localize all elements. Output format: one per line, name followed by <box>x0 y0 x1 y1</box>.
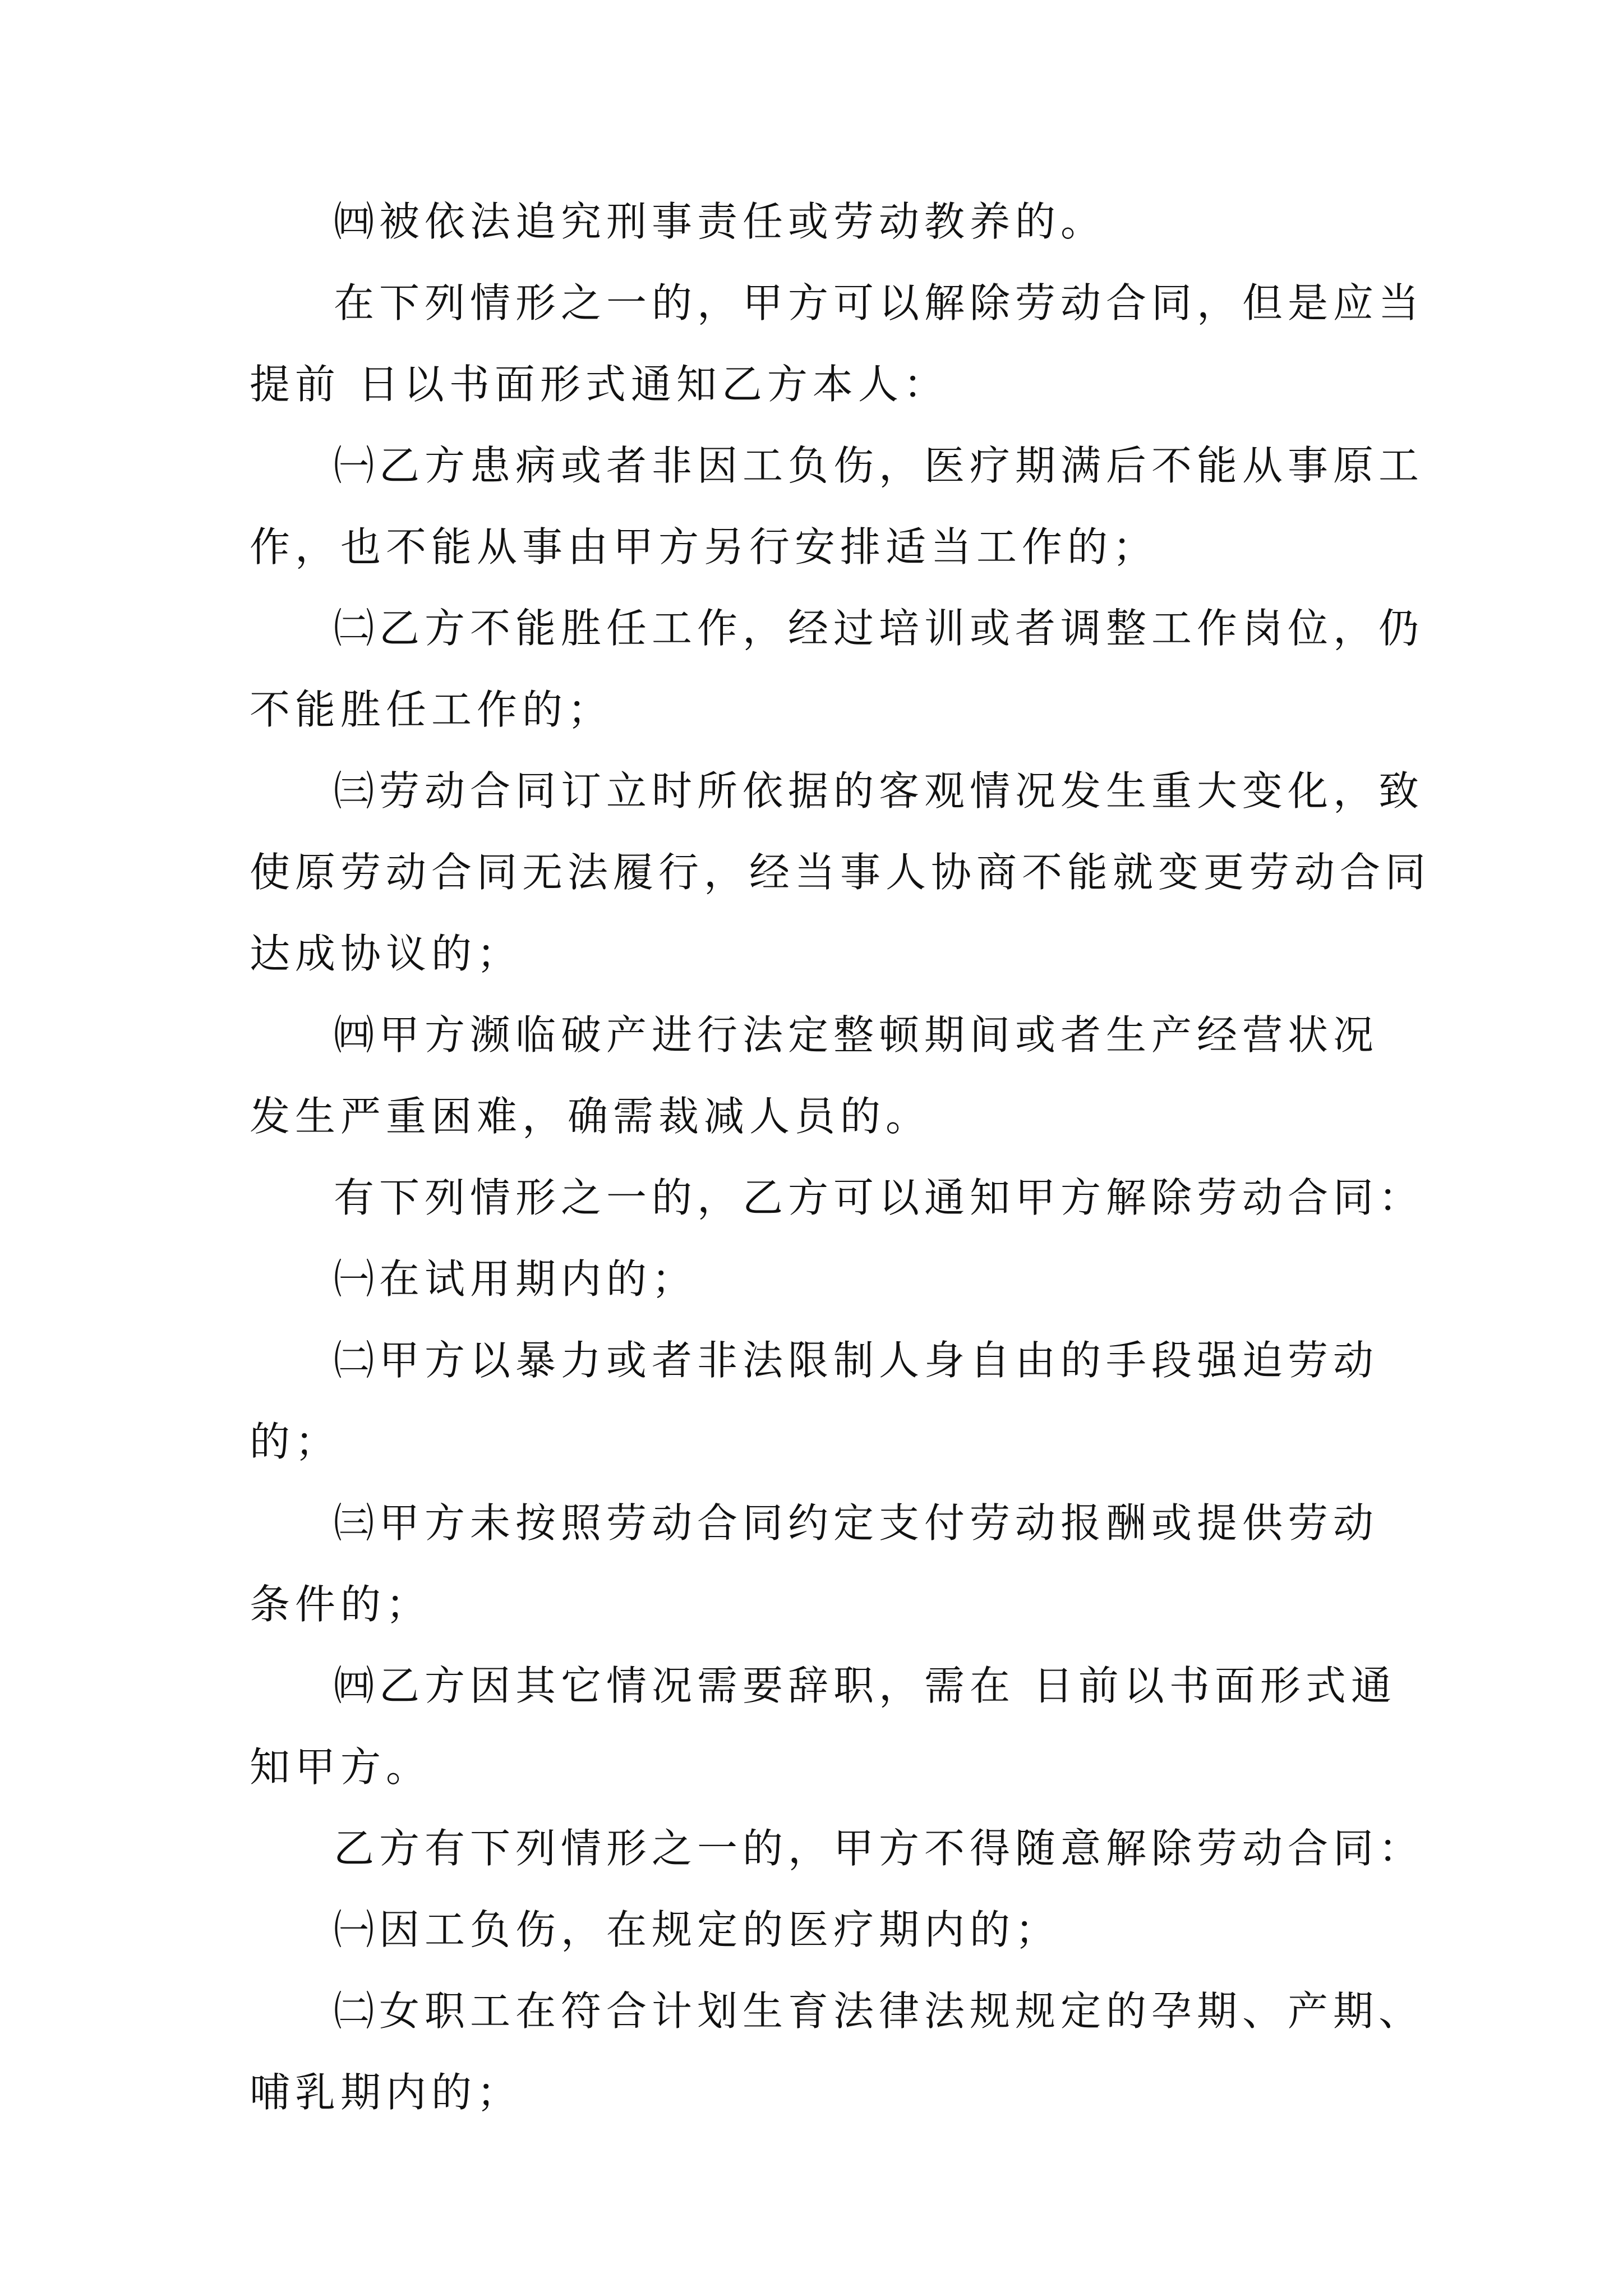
text-line: ㈡甲方以暴力或者非法限制人身自由的手段强迫劳动 <box>334 1337 1379 1384</box>
text-line: 作，也不能从事由甲方另行安排适当工作的； <box>250 523 1159 570</box>
text-line: ㈠在试用期内的； <box>334 1255 698 1303</box>
text-line: 发生严重困难，确需裁减人员的。 <box>250 1093 932 1140</box>
text-line: 在下列情形之一的，甲方可以解除劳动合同，但是应当 <box>334 279 1424 326</box>
text-line: 不能胜任工作的； <box>250 686 614 733</box>
text-line: ㈢劳动合同订立时所依据的客观情况发生重大变化，致 <box>334 767 1424 815</box>
text-line: 有下列情形之一的，乙方可以通知甲方解除劳动合同： <box>334 1174 1424 1221</box>
text-line: 乙方有下列情形之一的，甲方不得随意解除劳动合同： <box>334 1825 1424 1872</box>
text-line: 条件的； <box>250 1581 432 1628</box>
text-line: 哺乳期内的； <box>250 2069 523 2116</box>
text-line: 知甲方。 <box>250 1743 432 1791</box>
text-line: ㈢甲方未按照劳动合同约定支付劳动报酬或提供劳动 <box>334 1499 1379 1547</box>
text-line: ㈣乙方因其它情况需要辞职，需在 日前以书面形式通 <box>334 1662 1396 1709</box>
text-line: ㈠因工负伤，在规定的医疗期内的； <box>334 1906 1061 1953</box>
text-line: 达成协议的； <box>250 930 523 977</box>
text-line: 提前 日以书面形式通知乙方本人： <box>250 361 949 408</box>
text-line: ㈡女职工在符合计划生育法律法规规定的孕期、产期、 <box>334 1987 1424 2035</box>
text-line: ㈣甲方濒临破产进行法定整顿期间或者生产经营状况 <box>334 1011 1379 1059</box>
text-line: ㈠乙方患病或者非因工负伤，医疗期满后不能从事原工 <box>334 442 1424 489</box>
text-line: ㈡乙方不能胜任工作，经过培训或者调整工作岗位，仍 <box>334 605 1424 652</box>
text-line: 使原劳动合同无法履行，经当事人协商不能就变更劳动合同 <box>250 849 1431 896</box>
text-line: ㈣被依法追究刑事责任或劳动教养的。 <box>334 198 1106 245</box>
text-line: 的； <box>250 1418 341 1465</box>
